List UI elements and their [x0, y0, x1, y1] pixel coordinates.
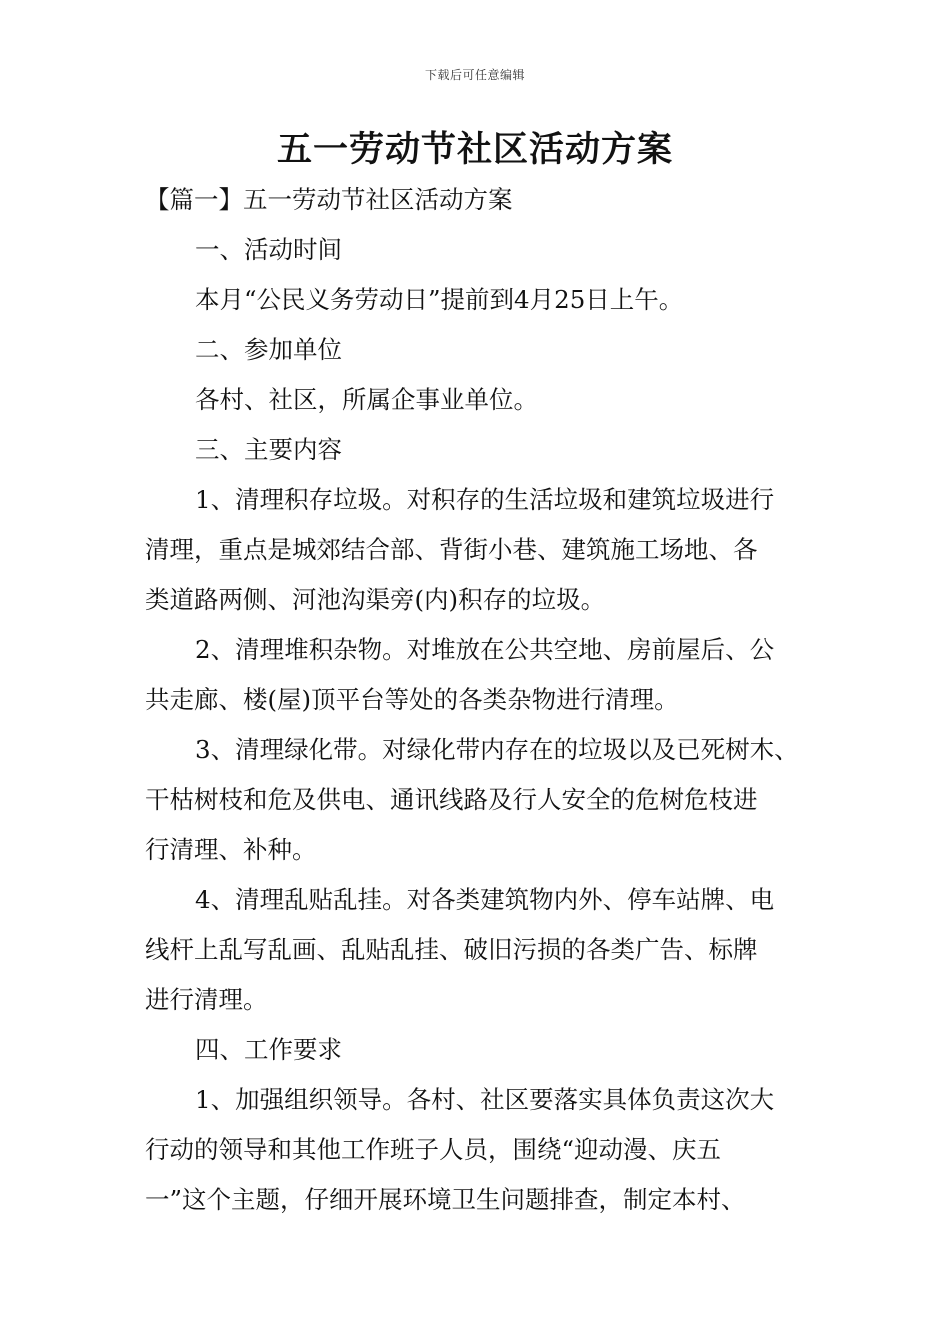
- paragraph-line: 3、清理绿化带。对绿化带内存在的垃圾以及已死树木、: [195, 735, 799, 764]
- paragraph-line: 线杆上乱写乱画、乱贴乱挂、破旧污损的各类广告、标牌: [145, 935, 758, 964]
- paragraph-line: 共走廊、楼(屋)顶平台等处的各类杂物进行清理。: [145, 685, 679, 714]
- paragraph-line: 4、清理乱贴乱挂。对各类建筑物内外、停车站牌、电: [195, 885, 775, 914]
- heading-work-requirements: 四、工作要求: [195, 1035, 342, 1064]
- paragraph-line: 1、加强组织领导。各村、社区要落实具体负责这次大: [195, 1085, 775, 1114]
- paragraph-line: 清理，重点是城郊结合部、背街小巷、建筑施工场地、各: [145, 535, 758, 564]
- paragraph-line: 本月“公民义务劳动日”提前到4月25日上午。: [195, 285, 684, 314]
- document-body: [145, 175, 835, 1225]
- paragraph-line: 2、清理堆积杂物。对堆放在公共空地、房前屋后、公: [195, 635, 775, 664]
- paragraph-line: 干枯树枝和危及供电、通讯线路及行人安全的危树危枝进: [145, 785, 758, 814]
- heading-participants: 二、参加单位: [195, 335, 342, 364]
- heading-activity-time: 一、活动时间: [195, 235, 342, 264]
- paragraph-line: 一”这个主题，仔细开展环境卫生问题排查，制定本村、: [145, 1185, 746, 1214]
- heading-main-content: 三、主要内容: [195, 435, 342, 464]
- header-note: 下载后可任意编辑: [424, 68, 525, 82]
- section-heading-part-one: 【篇一】五一劳动节社区活动方案: [145, 185, 513, 214]
- paragraph-line: 各村、社区，所属企事业单位。: [195, 385, 538, 414]
- paragraph-line: 行清理、补种。: [145, 835, 317, 864]
- paragraph-line: 行动的领导和其他工作班子人员，围绕“迎动漫、庆五: [145, 1135, 722, 1164]
- paragraph-line: 1、清理积存垃圾。对积存的生活垃圾和建筑垃圾进行: [195, 485, 775, 514]
- document-title: 五一劳动节社区活动方案: [276, 130, 673, 170]
- paragraph-line: 进行清理。: [145, 985, 268, 1014]
- paragraph-line: 类道路两侧、河池沟渠旁(内)积存的垃圾。: [145, 585, 606, 614]
